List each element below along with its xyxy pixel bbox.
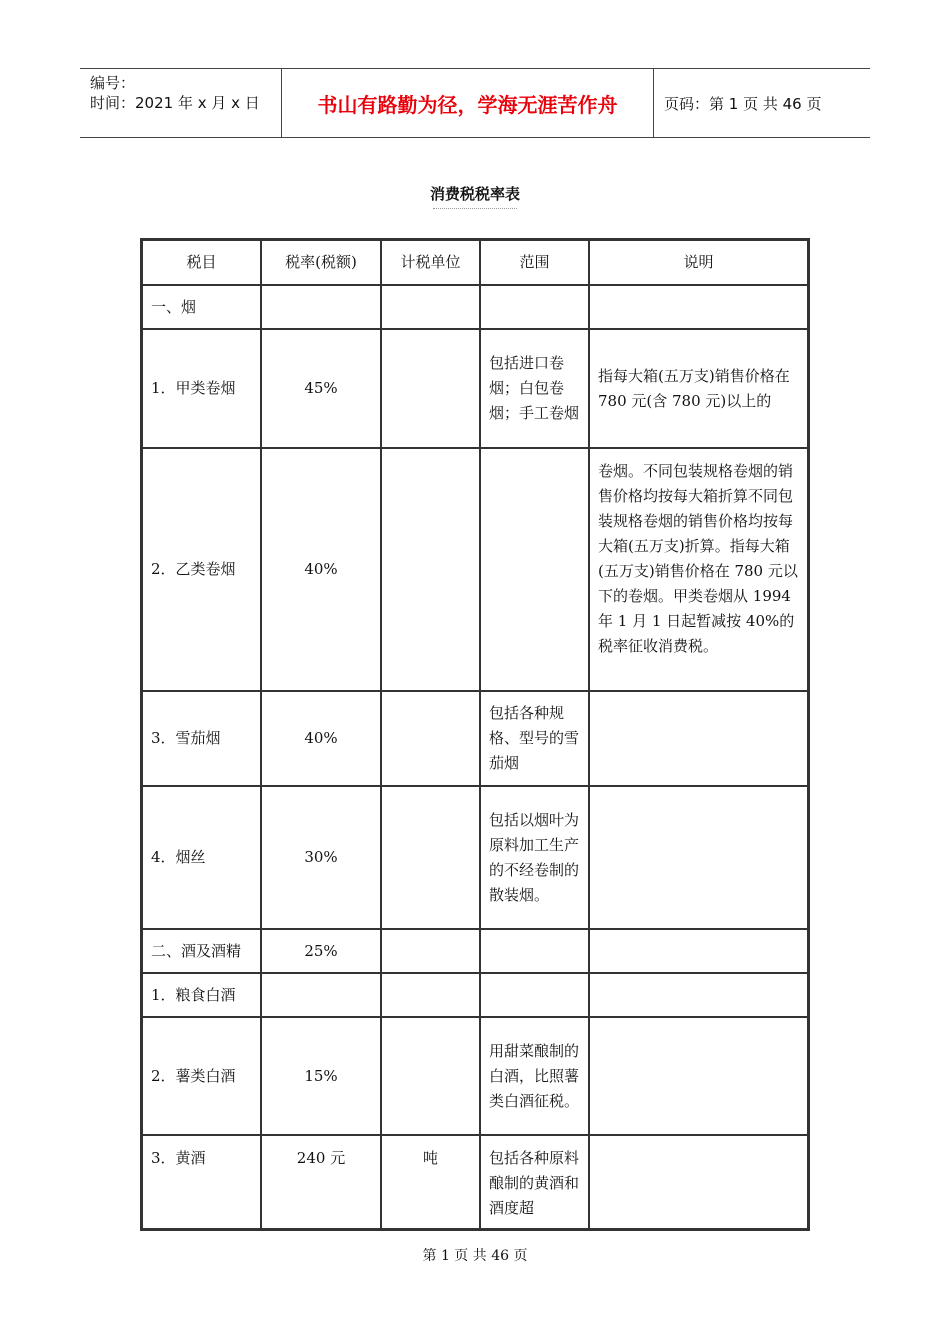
cell-item: 4．烟丝 (142, 786, 261, 929)
cell-note (589, 1135, 808, 1229)
cell-rate: 15% (261, 1017, 381, 1135)
cell-unit (381, 448, 480, 691)
header-cell-rate: 税率(税额) (261, 240, 381, 285)
cell-unit (381, 929, 480, 973)
cell-item: 3．黄酒 (142, 1135, 261, 1229)
header-cell-note: 说明 (589, 240, 808, 285)
cell-rate: 30% (261, 786, 381, 929)
cell-scope: 用甜菜酿制的白酒，比照薯类白酒征税。 (480, 1017, 589, 1135)
cell-rate: 240 元 (261, 1135, 381, 1229)
cell-rate: 25% (261, 929, 381, 973)
date-label: 时间：2021 年 x 月 x 日 (90, 94, 260, 112)
cell-unit (381, 285, 480, 329)
header-meta (80, 69, 282, 137)
header-cell-item: 税目 (142, 240, 261, 285)
tax-rate-table (140, 238, 810, 1231)
cell-item: 3．雪茄烟 (142, 691, 261, 786)
cell-rate: 40% (261, 448, 381, 691)
cell-scope: 包括以烟叶为原料加工生产的不经卷制的散装烟。 (480, 786, 589, 929)
header-page-info: 页码：第 1 页 共 46 页 (664, 94, 822, 113)
table-row (142, 1135, 808, 1229)
code-label: 编号： (90, 74, 136, 92)
cell-scope (480, 285, 589, 329)
table-row (142, 285, 808, 329)
cell-item: 2．乙类卷烟 (142, 448, 261, 691)
header-cell-scope: 范围 (480, 240, 589, 285)
title-underline (433, 208, 517, 209)
header-motto: 书山有路勤为径，学海无涯苦作舟 (282, 69, 654, 137)
cell-unit (381, 691, 480, 786)
cell-item: 二、酒及酒精 (142, 929, 261, 973)
cell-note (589, 973, 808, 1017)
cell-note (589, 929, 808, 973)
cell-rate (261, 973, 381, 1017)
cell-unit (381, 973, 480, 1017)
cell-unit (381, 329, 480, 448)
cell-scope: 包括各种规格、型号的雪茄烟 (480, 691, 589, 786)
cell-note: 指每大箱(五万支)销售价格在 780 元(含 780 元)以上的 (589, 329, 808, 448)
cell-scope (480, 448, 589, 691)
table-header-row (142, 240, 808, 285)
cell-scope (480, 929, 589, 973)
cell-item: 1．粮食白酒 (142, 973, 261, 1017)
cell-item: 2．薯类白酒 (142, 1017, 261, 1135)
cell-unit (381, 786, 480, 929)
table-row (142, 929, 808, 973)
cell-note (589, 1017, 808, 1135)
page-footer: 第 1 页 共 46 页 (422, 1248, 528, 1264)
cell-rate (261, 285, 381, 329)
document-header (80, 68, 870, 138)
cell-note (589, 285, 808, 329)
cell-scope: 包括进口卷烟；白包卷烟；手工卷烟 (480, 329, 589, 448)
cell-unit: 吨 (381, 1135, 480, 1229)
table-row (142, 786, 808, 929)
table-row (142, 1017, 808, 1135)
cell-note (589, 786, 808, 929)
cell-item: 一、烟 (142, 285, 261, 329)
table-row (142, 691, 808, 786)
table-row (142, 973, 808, 1017)
header-cell-unit: 计税单位 (381, 240, 480, 285)
table-row (142, 448, 808, 691)
cell-note: 卷烟。不同包装规格卷烟的销售价格均按每大箱折算不同包装规格卷烟的销售价格均按每大箱(五万支)折算。指每大箱(五万支)销售价格在 780 元以下的卷烟。甲类卷烟从 1994 年 1 月 1 日起暂减按 40%的税率征收消费税。 (589, 448, 808, 691)
cell-rate: 40% (261, 691, 381, 786)
cell-item: 1．甲类卷烟 (142, 329, 261, 448)
cell-unit (381, 1017, 480, 1135)
cell-note (589, 691, 808, 786)
cell-scope: 包括各种原料酿制的黄酒和酒度超 (480, 1135, 589, 1229)
page-title: 消费税税率表 (429, 185, 520, 203)
cell-scope (480, 973, 589, 1017)
table-row (142, 329, 808, 448)
cell-rate: 45% (261, 329, 381, 448)
